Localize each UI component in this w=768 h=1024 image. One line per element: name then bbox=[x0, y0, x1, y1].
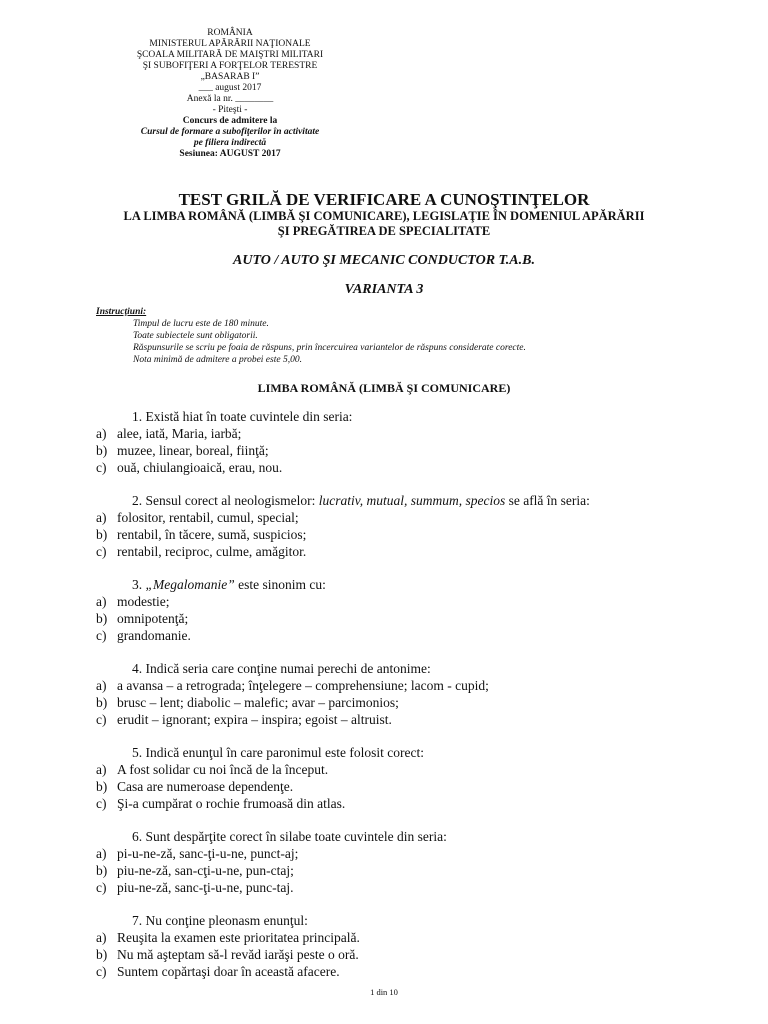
header-annex: Anexă la nr. ________ bbox=[186, 94, 274, 104]
answer-option bbox=[96, 526, 736, 543]
question-stem: 5. Indică enunţul în care paronimul este folosit corect: bbox=[132, 745, 425, 760]
answer-option bbox=[96, 778, 736, 795]
option-letter: c) bbox=[96, 628, 107, 643]
answer-option bbox=[96, 879, 736, 896]
answer-option bbox=[96, 610, 736, 627]
answer-option bbox=[96, 711, 736, 728]
option-text: Reuşita la examen este prioritatea principală. bbox=[117, 930, 360, 945]
answer-option bbox=[96, 593, 736, 610]
option-text: rentabil, reciproc, culme, amăgitor. bbox=[117, 544, 307, 559]
question-stem: 4. Indică seria care conţine numai perechi de antonime: bbox=[132, 661, 431, 676]
stem-emphasis: lucrativ, mutual, summum, specios bbox=[318, 493, 506, 508]
question-6 bbox=[96, 828, 736, 896]
question-5 bbox=[96, 744, 736, 812]
option-letter: a) bbox=[96, 426, 107, 441]
option-text: omnipotenţă; bbox=[117, 611, 189, 626]
option-letter: a) bbox=[96, 510, 107, 525]
answer-option bbox=[96, 845, 736, 862]
option-letter: c) bbox=[96, 712, 107, 727]
question-stem: 7. Nu conţine pleonasm enunţul: bbox=[132, 913, 308, 928]
question-3 bbox=[96, 576, 736, 644]
option-text: a avansa – a retrograda; înţelegere – comprehensiune; lacom - cupid; bbox=[117, 678, 489, 693]
question-4 bbox=[96, 660, 736, 728]
answer-option bbox=[96, 627, 736, 644]
option-text: Şi-a cumpărat o rochie frumoasă din atlas. bbox=[117, 796, 346, 811]
answer-option bbox=[96, 929, 736, 946]
option-letter: c) bbox=[96, 460, 107, 475]
header-course-2: pe filiera indirectă bbox=[193, 138, 267, 148]
answer-option bbox=[96, 459, 736, 476]
specialty-title: AUTO / AUTO ŞI MECANIC CONDUCTOR T.A.B. bbox=[233, 253, 535, 268]
option-letter: b) bbox=[96, 695, 108, 710]
option-text: piu-ne-ză, sanc-ţi-u-ne, punc-taj. bbox=[117, 880, 294, 895]
institution-header bbox=[130, 28, 330, 160]
question-list bbox=[96, 408, 736, 996]
option-text: A fost solidar cu noi încă de la început. bbox=[117, 762, 329, 777]
page-number: 1 din 10 bbox=[370, 987, 398, 997]
variant-title: VARIANTA 3 bbox=[344, 282, 424, 297]
option-letter: c) bbox=[96, 544, 107, 559]
instructions bbox=[96, 306, 526, 366]
header-country: ROMÂNIA bbox=[207, 28, 253, 38]
answer-option bbox=[96, 963, 736, 980]
header-school: ŞCOALA MILITARĂ DE MAIŞTRI MILITARI bbox=[136, 50, 324, 60]
option-text: rentabil, în tăcere, sumă, suspicios; bbox=[117, 527, 307, 542]
option-text: ouă, chiulangioaică, erau, nou. bbox=[117, 460, 283, 475]
answer-option bbox=[96, 425, 736, 442]
stem-text: 3. bbox=[132, 577, 146, 592]
option-text: modestie; bbox=[117, 594, 170, 609]
header-school-cont: ŞI SUBOFIŢERI A FORŢELOR TERESTRE bbox=[142, 61, 318, 71]
option-text: grandomanie. bbox=[117, 628, 191, 643]
answer-option bbox=[96, 442, 736, 459]
answer-option bbox=[96, 946, 736, 963]
section-title: LIMBA ROMÂNĂ (LIMBĂ ŞI COMUNICARE) bbox=[257, 381, 511, 395]
stem-text: se află în seria: bbox=[505, 493, 590, 508]
option-text: alee, iată, Maria, iarbă; bbox=[117, 426, 242, 441]
question-2 bbox=[96, 492, 736, 560]
stem-emphasis: „Megalomanie” bbox=[145, 577, 235, 592]
question-stem: 6. Sunt despărţite corect în silabe toate cuvintele din seria: bbox=[132, 829, 447, 844]
option-letter: c) bbox=[96, 796, 107, 811]
instruction-item: Timpul de lucru este de 180 minute. bbox=[133, 319, 269, 329]
instruction-item: Toate subiectele sunt obligatorii. bbox=[133, 331, 258, 341]
instructions-heading: Instrucţiuni: bbox=[96, 307, 147, 317]
option-letter: b) bbox=[96, 443, 108, 458]
stem-text: 2. Sensul corect al neologismelor: bbox=[132, 493, 319, 508]
answer-option bbox=[96, 694, 736, 711]
option-letter: c) bbox=[96, 964, 107, 979]
test-title-subjects bbox=[0, 209, 768, 239]
answer-option bbox=[96, 761, 736, 778]
option-letter: a) bbox=[96, 930, 107, 945]
option-letter: a) bbox=[96, 846, 107, 861]
option-letter: c) bbox=[96, 880, 107, 895]
header-city: - Piteşti - bbox=[212, 105, 248, 115]
question-stem bbox=[96, 576, 736, 593]
answer-option bbox=[96, 795, 736, 812]
question-stem: 1. Există hiat în toate cuvintele din seria: bbox=[132, 409, 353, 424]
option-text: folositor, rentabil, cumul, special; bbox=[117, 510, 299, 525]
option-letter: a) bbox=[96, 678, 107, 693]
option-text: Suntem copărtaşi doar în această afacere. bbox=[117, 964, 340, 979]
test-title-line-2: LA LIMBA ROMÂNĂ (LIMBĂ ŞI COMUNICARE), LEGISLAŢIE ÎN DOMENIUL APĂRĂRII bbox=[123, 209, 645, 223]
answer-option bbox=[96, 543, 736, 560]
instruction-item: Răspunsurile se scriu pe foaia de răspuns, prin încercuirea variantelor de răspuns considerate corecte. bbox=[133, 343, 526, 353]
option-letter: b) bbox=[96, 611, 108, 626]
option-letter: a) bbox=[96, 594, 107, 609]
instruction-item: Nota minimă de admitere a probei este 5,00. bbox=[133, 355, 302, 365]
option-text: muzee, linear, boreal, fiinţă; bbox=[117, 443, 269, 458]
option-letter: b) bbox=[96, 527, 108, 542]
test-title-line-3: ŞI PREGĂTIREA DE SPECIALITATE bbox=[277, 224, 491, 238]
option-text: pi-u-ne-ză, sanc-ţi-u-ne, punct-aj; bbox=[117, 846, 299, 861]
stem-text: este sinonim cu: bbox=[234, 577, 326, 592]
header-contest: Concurs de admitere la bbox=[182, 116, 278, 126]
question-1 bbox=[96, 408, 736, 476]
option-text: Nu mă aşteptam să-l revăd iarăşi peste o oră. bbox=[117, 947, 359, 962]
header-date: ___ august 2017 bbox=[198, 83, 262, 93]
option-letter: b) bbox=[96, 947, 108, 962]
question-7 bbox=[96, 912, 736, 980]
option-text: erudit – ignorant; expira – inspira; egoist – altruist. bbox=[117, 712, 392, 727]
question-stem bbox=[96, 492, 736, 509]
option-letter: a) bbox=[96, 762, 107, 777]
option-text: Casa are numeroase dependenţe. bbox=[117, 779, 294, 794]
header-ministry: MINISTERUL APĂRĂRII NAŢIONALE bbox=[149, 39, 311, 49]
option-letter: b) bbox=[96, 863, 108, 878]
option-text: brusc – lent; diabolic – malefic; avar – parcimonios; bbox=[117, 695, 399, 710]
header-course-1: Cursul de formare a subofiţerilor în activitate bbox=[140, 127, 320, 137]
option-text: piu-ne-ză, san-cţi-u-ne, pun-ctaj; bbox=[117, 863, 294, 878]
option-letter: b) bbox=[96, 779, 108, 794]
answer-option bbox=[96, 677, 736, 694]
answer-option bbox=[96, 509, 736, 526]
header-session: Sesiunea: AUGUST 2017 bbox=[179, 149, 281, 159]
test-title: TEST GRILĂ DE VERIFICARE A CUNOŞTINŢELOR bbox=[178, 190, 590, 209]
header-school-name: „BASARAB I” bbox=[200, 72, 260, 82]
answer-option bbox=[96, 862, 736, 879]
